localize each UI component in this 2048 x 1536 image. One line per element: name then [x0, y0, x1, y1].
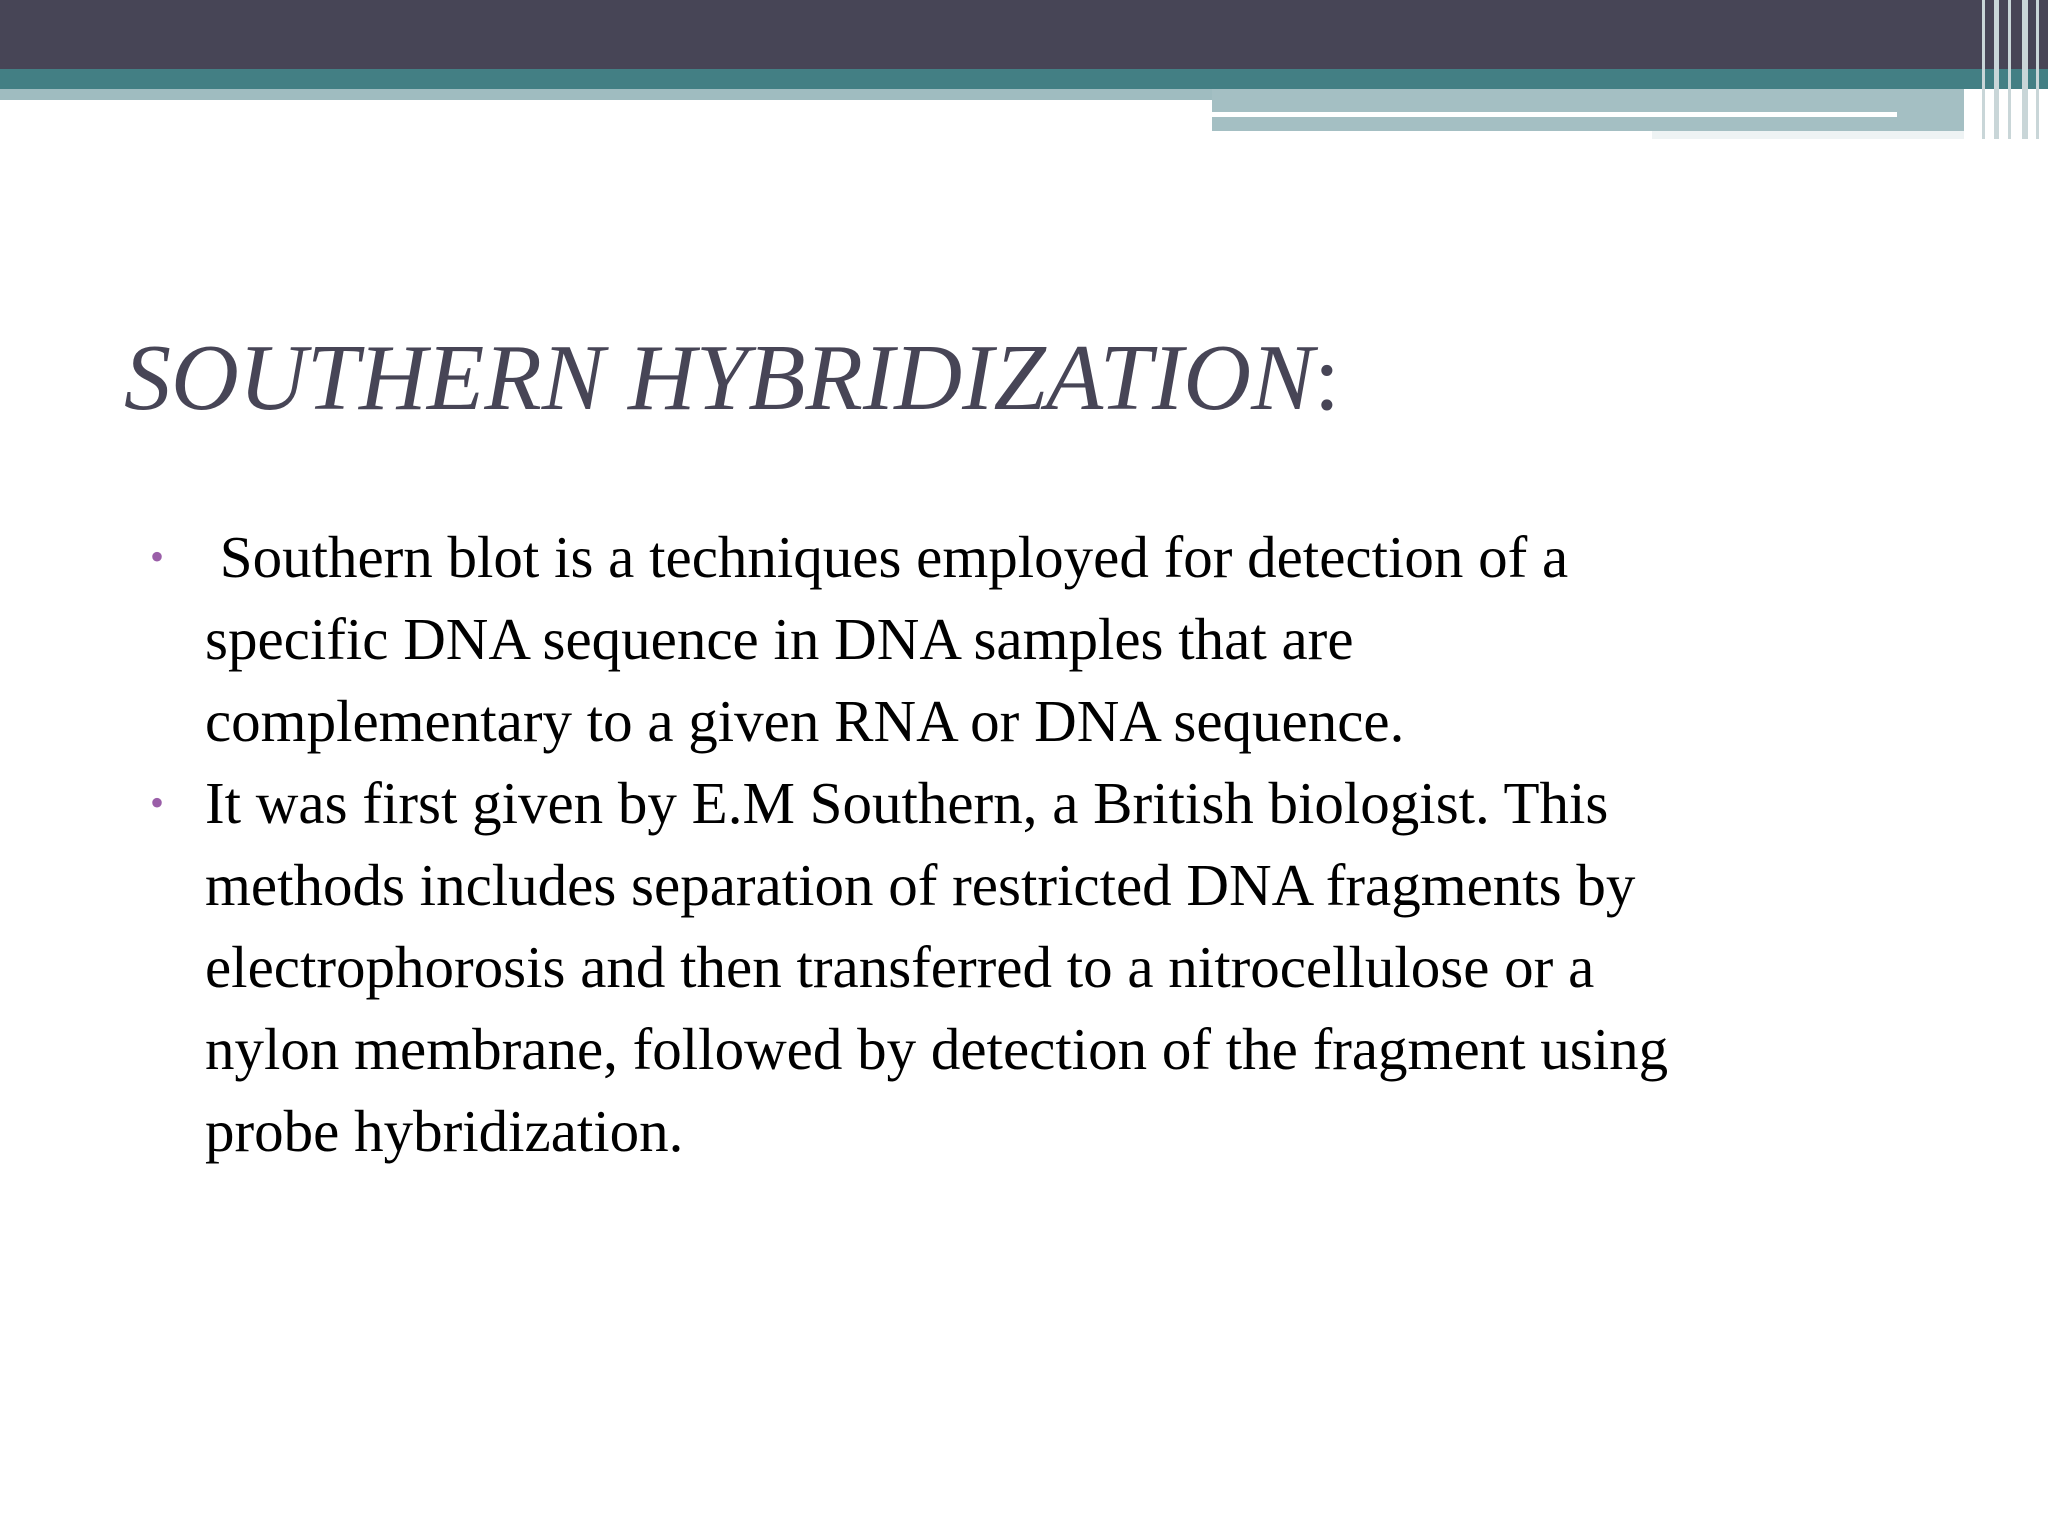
slide-title-colon: :: [1313, 326, 1340, 430]
edge-stripe: [1994, 0, 1999, 139]
edge-stripe: [2022, 0, 2028, 139]
header-bar-right-notch: [1652, 131, 1964, 139]
bullet-line: methods includes separation of restricted DNA fragments by: [205, 852, 1636, 918]
edge-stripes: [1978, 0, 2048, 139]
slide-title-text: SOUTHERN HYBRIDIZATION: [124, 326, 1314, 430]
bullet-line: Southern blot is a techniques employed for detection of a: [205, 524, 1569, 590]
bullet-line: specific DNA sequence in DNA samples that are: [205, 606, 1354, 672]
slide-title: [124, 322, 1340, 434]
header-bar-right-line: [1212, 112, 1897, 117]
header-bar-teal: [0, 69, 2048, 89]
bullet-line: It was first given by E.M Southern, a British biologist. This: [205, 770, 1609, 836]
bullet-icon: •: [150, 534, 165, 579]
edge-stripe: [1982, 0, 1985, 139]
bullet-line: electrophorosis and then transferred to a nitrocellulose or a: [205, 934, 1595, 1000]
edge-stripe: [2008, 0, 2011, 139]
bullet-line: nylon membrane, followed by detection of the fragment using: [205, 1016, 1669, 1082]
bullet-list: [150, 516, 2000, 1172]
bullet-line: probe hybridization.: [205, 1098, 684, 1164]
bullet-line: complementary to a given RNA or DNA sequence.: [205, 688, 1405, 754]
header-bar-dark: [0, 0, 2048, 69]
bullet-icon: •: [150, 780, 165, 825]
edge-stripe: [2036, 0, 2039, 139]
bullet-item: [150, 516, 2000, 762]
bullet-item: [150, 762, 2000, 1172]
header-bar-right-block: [1212, 89, 1964, 131]
header-bar-light: [0, 89, 1212, 100]
